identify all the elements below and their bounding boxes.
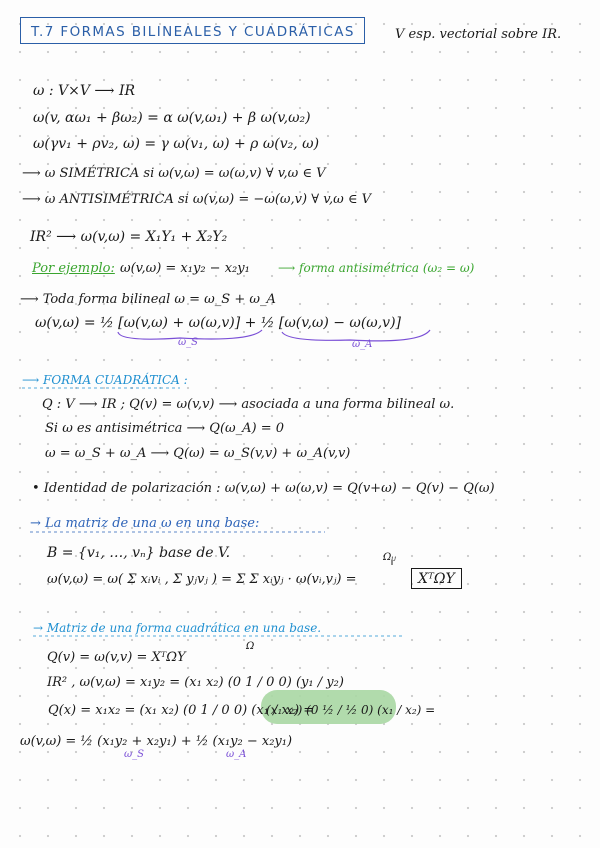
ws-label: ω_S bbox=[178, 337, 199, 348]
section-matrix-quadratic: → Matriz de una forma cuadrática en una base. bbox=[33, 621, 322, 635]
example-formula: ω(v,ω) = x₁y₂ − x₂y₁ bbox=[120, 261, 250, 276]
ws-label-final: ω_S bbox=[124, 749, 145, 760]
polarization-identity: • Identidad de polarización : ω(v,ω) + ω(ω,v) = Q(v+ω) − Q(v) − Q(ω) bbox=[32, 481, 495, 496]
wa-label-final: ω_A bbox=[226, 749, 247, 760]
section-quadratic-form: ⟶ FORMA CUADRÁTICA : bbox=[22, 373, 188, 387]
symmetric-definition: ⟶ ω SIMÉTRICA si ω(v,ω) = ω(ω,v) ∀ v,ω ∈ V bbox=[22, 166, 326, 181]
title-box bbox=[20, 17, 365, 44]
subtitle: V esp. vectorial sobre IR. bbox=[395, 27, 562, 42]
omega-ij-label: Ωᵢⱼ bbox=[383, 552, 396, 563]
example-label: Por ejemplo: bbox=[32, 261, 115, 276]
linearity-second-arg: ω(v, αω₁ + βω₂) = α ω(v,ω₁) + β ω(v,ω₂) bbox=[33, 110, 311, 126]
matrix-form-box: XᵀΩY bbox=[411, 568, 462, 589]
r2-example: IR² ⟶ ω(v,ω) = X₁Y₁ + X₂Y₂ bbox=[30, 229, 228, 245]
definition-line: ω : V×V ⟶ IR bbox=[33, 83, 136, 99]
section-matrix-omega: → La matriz de una ω en una base: bbox=[30, 516, 260, 531]
matrix-expansion: ω(v,ω) = ω( Σ xᵢvᵢ , Σ yⱼvⱼ ) = Σ Σ xᵢyⱼ · ω(vᵢ,vⱼ) = bbox=[47, 572, 357, 587]
antisymmetric-q-zero: Si ω es antisimétrica ⟶ Q(ω_A) = 0 bbox=[45, 421, 285, 436]
q-decomposition: ω = ω_S + ω_A ⟶ Q(ω) = ω_S(v,v) + ω_A(v,v) bbox=[45, 446, 351, 461]
quadratic-definition: Q : V ⟶ IR ; Q(v) = ω(v,v) ⟶ asociada a una forma bilineal ω. bbox=[42, 397, 455, 412]
decomposition-line: ⟶ Toda forma bilineal ω = ω_S + ω_A bbox=[20, 292, 276, 307]
wa-label: ω_A bbox=[352, 339, 373, 350]
r2-bilinear-matrix: IR² , ω(v,ω) = x₁y₂ = (x₁ x₂) (0 1 / 0 0) (y₁ / y₂) bbox=[47, 675, 344, 690]
page-title: T.7 FORMAS BILINEALES Y CUADRÁTICAS bbox=[31, 24, 355, 40]
final-decomposition: ω(v,ω) = ½ (x₁y₂ + x₂y₁) + ½ (x₁y₂ − x₂y₁) bbox=[20, 734, 293, 749]
example-note: ⟶ forma antisimétrica (ω₂ = ω) bbox=[278, 261, 475, 275]
quadratic-matrix-form: Q(v) = ω(v,v) = XᵀΩY bbox=[47, 650, 186, 665]
quadratic-matrix-example: Q(x) = x₁x₂ = (x₁ x₂) (0 1 / 0 0) (x₁ / x₂) = bbox=[48, 703, 315, 718]
decomposition-formula: ω(v,ω) = ½ [ω(v,ω) + ω(ω,v)] + ½ [ω(v,ω) − ω(ω,v)] bbox=[35, 315, 402, 331]
symmetric-matrix-expression: (x₁ x₂) (0 ½ / ½ 0) (x₁ / x₂) = bbox=[266, 703, 436, 717]
omega-label: Ω bbox=[246, 641, 255, 652]
linearity-first-arg: ω(γv₁ + ρv₂, ω) = γ ω(v₁, ω) + ρ ω(v₂, ω) bbox=[33, 136, 320, 152]
basis-definition: B = {v₁, …, vₙ} base de V. bbox=[47, 545, 231, 561]
antisymmetric-definition: ⟶ ω ANTISIMÉTRICA si ω(v,ω) = −ω(ω,v) ∀ v,ω ∈ V bbox=[22, 192, 372, 207]
